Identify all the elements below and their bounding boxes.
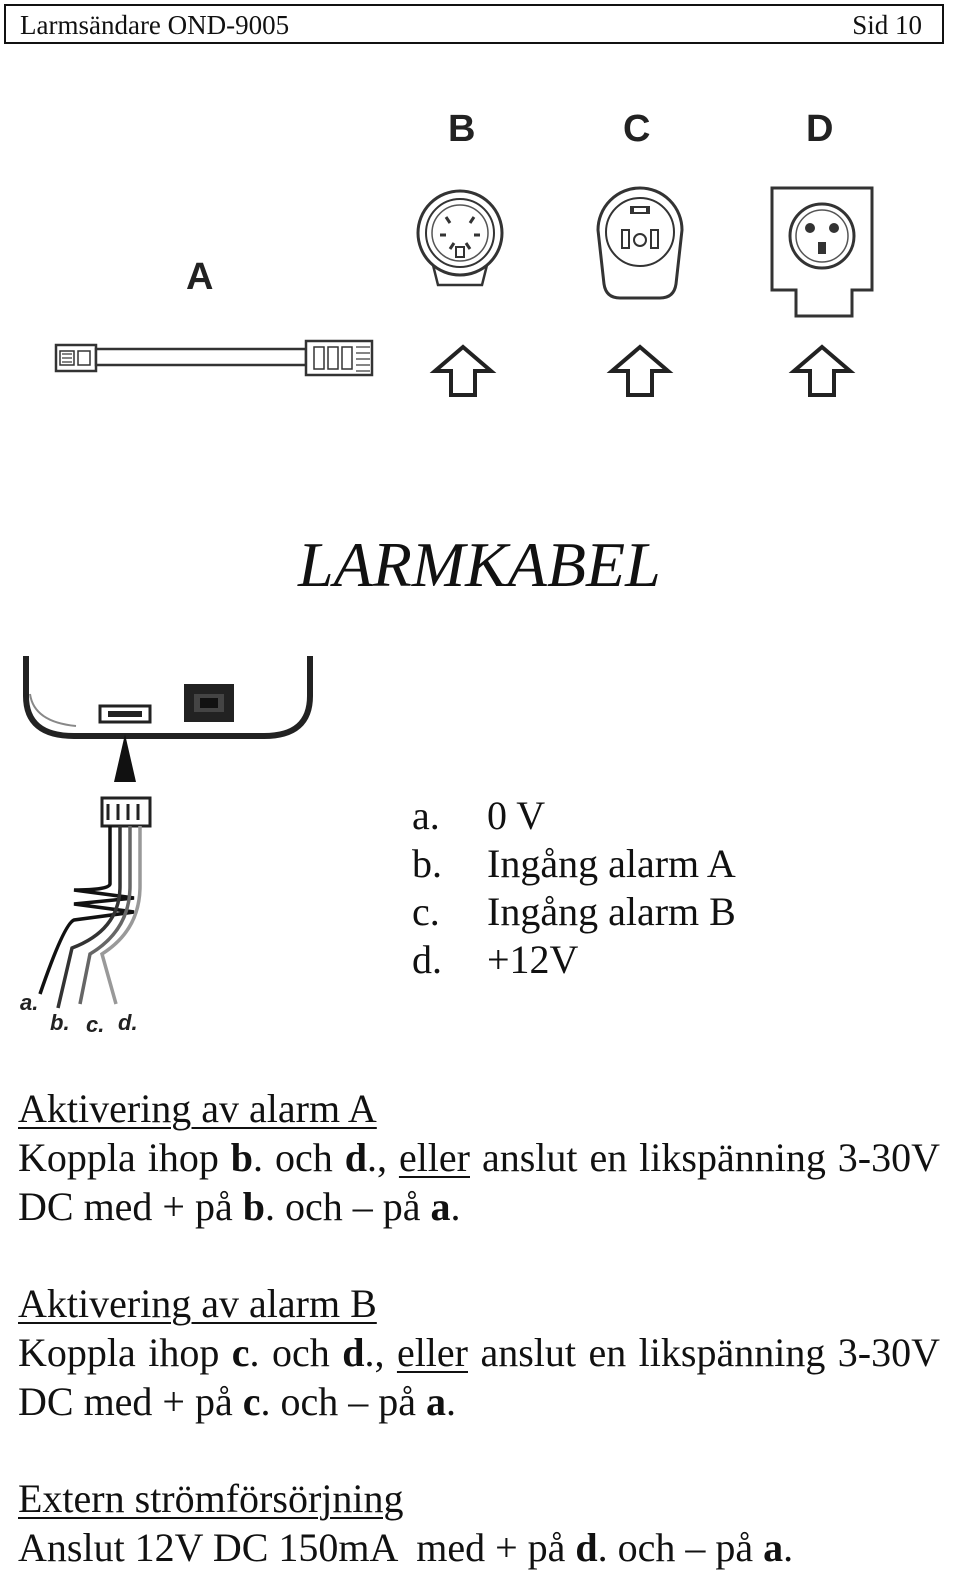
wire-label-c: c.: [86, 1012, 105, 1037]
rj-cable-illustration: [50, 335, 380, 385]
pin-row: [412, 936, 736, 984]
connector-label-d: D: [806, 108, 834, 150]
pin-row: [412, 840, 736, 888]
section-alarm-b: [18, 1279, 940, 1426]
section-body: Koppla ihop c. och d., eller anslut en likspänning 3-30V DC med + på c. och – på a.: [18, 1330, 940, 1424]
arrow-up-icon: [433, 345, 493, 397]
arrow-up-icon: [610, 345, 670, 397]
device-wiring-illustration: [14, 654, 314, 1034]
connector-d-illustration: [770, 186, 874, 321]
arrow-up-icon: [792, 345, 852, 397]
page-header: [4, 4, 944, 44]
pin-value: Ingång alarm A: [487, 841, 736, 886]
section-body: Koppla ihop b. och d., eller anslut en likspänning 3-30V DC med + på b. och – på a.: [18, 1135, 941, 1229]
section-heading: Aktivering av alarm A: [18, 1086, 377, 1131]
pin-key: d.: [412, 937, 442, 982]
connector-c-illustration: [590, 180, 690, 300]
document-title: Larmsändare OND-9005: [20, 10, 290, 40]
pin-row: [412, 888, 736, 936]
section-heading: Aktivering av alarm B: [18, 1281, 377, 1326]
page-number: Sid 10: [852, 10, 922, 40]
page-title: LARMKABEL: [298, 529, 661, 600]
pin-key: c.: [412, 889, 440, 934]
pin-key: b.: [412, 841, 442, 886]
connector-label-b: B: [448, 108, 476, 150]
pin-row: [412, 792, 736, 840]
pin-value: +12V: [487, 937, 579, 982]
pin-key: a.: [412, 793, 440, 838]
connector-label-c: C: [623, 108, 651, 150]
section-heading: Extern strömförsörjning: [18, 1476, 404, 1521]
connector-b-illustration: [410, 185, 510, 295]
wire-label-a: a.: [20, 990, 39, 1015]
section-alarm-a: [18, 1084, 940, 1231]
pin-value: 0 V: [487, 793, 546, 838]
section-external-power: [18, 1474, 940, 1572]
wire-label-d: d.: [118, 1010, 138, 1035]
pin-value: Ingång alarm B: [487, 889, 736, 934]
section-body: Anslut 12V DC 150mA med + på d. och – på a.: [18, 1525, 794, 1570]
connector-label-a: A: [186, 256, 214, 298]
wire-label-b: b.: [50, 1010, 70, 1035]
pin-legend: [412, 792, 736, 984]
